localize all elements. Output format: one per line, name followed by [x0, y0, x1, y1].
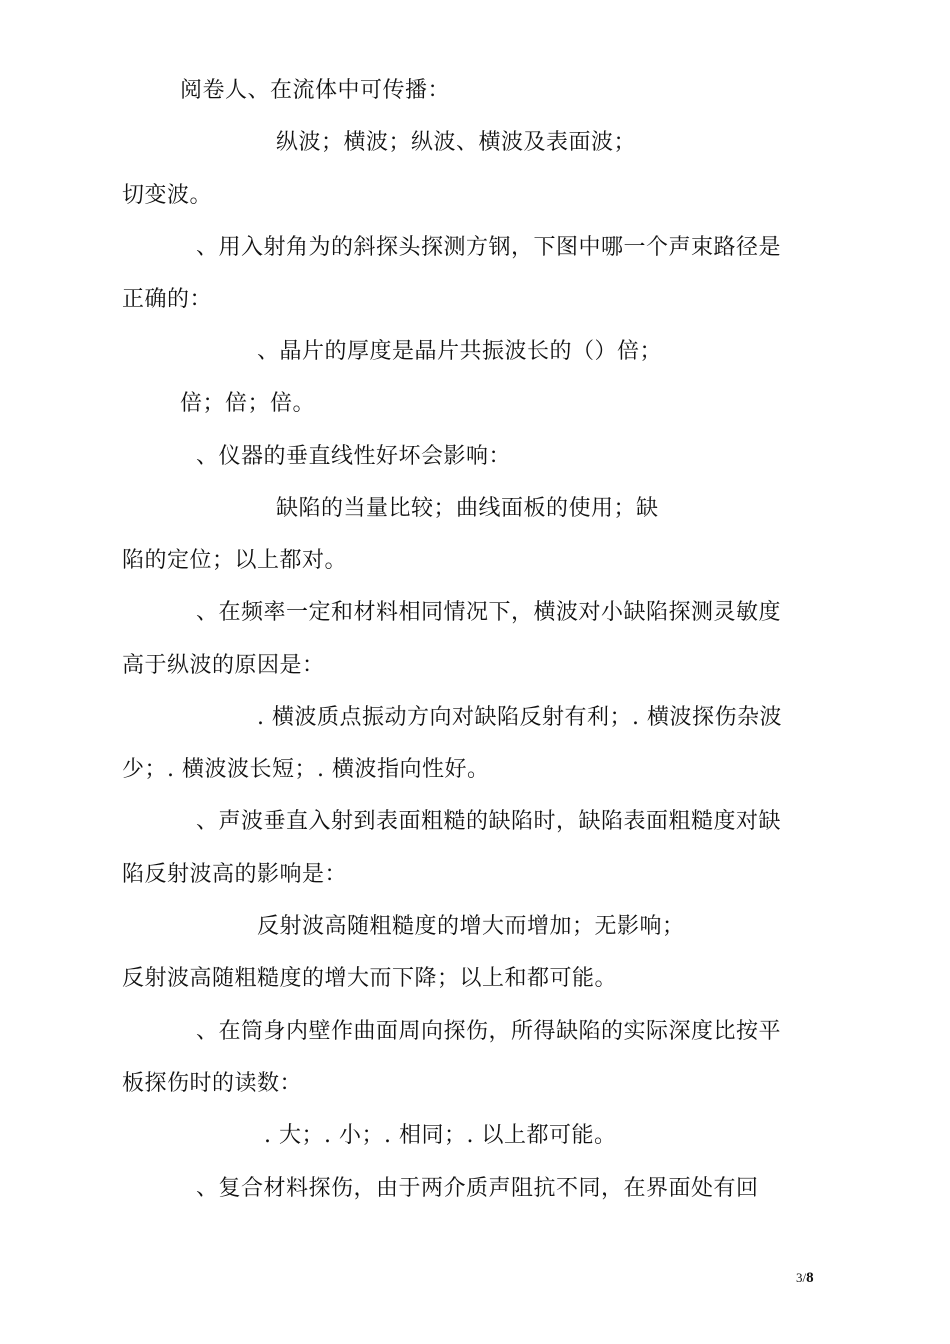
text-line: 、仪器的垂直线性好坏会影响： [196, 444, 512, 469]
page-number [796, 1270, 814, 1286]
text-line: 、声波垂直入射到表面粗糙的缺陷时，缺陷表面粗糙度对缺 [196, 809, 782, 834]
text-line: 高于纵波的原因是： [122, 653, 325, 678]
text-line: 、在筒身内壁作曲面周向探伤，所得缺陷的实际深度比按平 [196, 1019, 782, 1044]
text-line: . 大；. 小；. 相同；. 以上都可能。 [264, 1123, 617, 1148]
text-line: 陷反射波高的影响是： [122, 862, 348, 887]
text-line: 板探伤时的读数： [122, 1071, 303, 1096]
text-line: 、在频率一定和材料相同情况下，横波对小缺陷探测灵敏度 [196, 600, 782, 625]
page-number-current: 3/ [796, 1270, 807, 1285]
text-line: 反射波高随粗糙度的增大而下降；以上和都可能。 [122, 966, 618, 991]
text-line: 反射波高随粗糙度的增大而增加；无影响； [257, 914, 685, 939]
text-line: 阅卷人、在流体中可传播： [180, 78, 451, 103]
text-line: 、晶片的厚度是晶片共振波长的（）倍； [257, 339, 663, 364]
text-line: 切变波。 [122, 183, 213, 208]
text-line: 少；. 横波波长短；. 横波指向性好。 [122, 757, 490, 782]
text-line: 倍；倍；倍。 [180, 391, 316, 416]
page-number-total: 8 [806, 1270, 814, 1286]
text-line: 陷的定位；以上都对。 [122, 548, 348, 573]
text-line: 、复合材料探伤，由于两介质声阻抗不同，在界面处有回 [196, 1176, 759, 1201]
text-line: 、用入射角为的斜探头探测方钢，下图中哪一个声束路径是 [196, 235, 782, 260]
text-line: 缺陷的当量比较；曲线面板的使用；缺 [276, 496, 659, 521]
text-line: 纵波；横波；纵波、横波及表面波； [276, 130, 637, 155]
text-line: 正确的： [122, 287, 213, 312]
text-line: . 横波质点振动方向对缺陷反射有利；. 横波探伤杂波 [257, 705, 782, 730]
